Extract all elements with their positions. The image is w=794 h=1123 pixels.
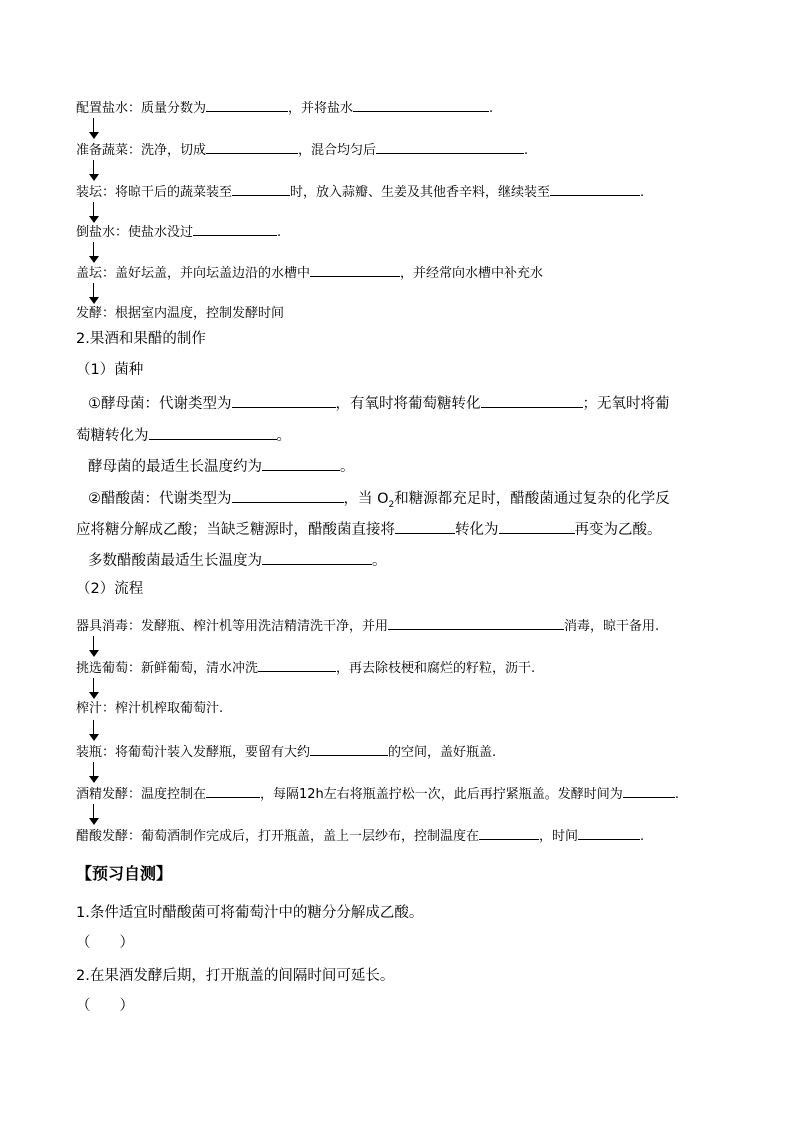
answer-bracket[interactable]: （ ） xyxy=(76,935,134,951)
salt-step-1: 配置盐水：质量分数为 ，并将盐水 . xyxy=(76,98,493,118)
answer-blank[interactable] xyxy=(310,263,400,277)
down-arrow-icon xyxy=(89,118,99,140)
answer-blank[interactable] xyxy=(550,182,640,196)
subsection-title: （1）菌种 xyxy=(76,362,144,378)
yeast-line-2: 萄糖转化为 。 xyxy=(76,428,291,444)
answer-blank[interactable] xyxy=(232,394,336,408)
down-arrow-icon xyxy=(89,202,99,224)
answer-blank[interactable] xyxy=(262,457,340,471)
aceto-line-1: ②醋酸菌：代谢类型为 ，当 $O_2$和糖源都充足时，醋酸菌通过复杂的化学反 xyxy=(88,491,670,510)
answer-blank[interactable] xyxy=(479,826,539,840)
salt-step-2: 准备蔬菜：洗净，切成 ，混合均匀后 . xyxy=(76,140,528,160)
flow-step-1: 器具消毒：发酵瓶、榨汁机等用洗洁精清洗干净，并用 消毒，晾干备用. xyxy=(76,616,659,636)
down-arrow-icon xyxy=(89,804,99,826)
answer-blank[interactable] xyxy=(206,784,260,798)
salt-step-4: 倒盐水：使盐水没过 . xyxy=(76,222,281,242)
yeast-line-1: ①酵母菌：代谢类型为 ，有氧时将葡萄糖转化 ；无氧时将葡 xyxy=(88,396,670,412)
aceto-temp: 多数醋酸菌最适生长温度为 。 xyxy=(88,553,387,569)
subsection-title: （2）流程 xyxy=(76,581,144,597)
answer-bracket[interactable]: （ ） xyxy=(76,998,134,1014)
answer-blank[interactable] xyxy=(258,658,336,672)
answer-blank[interactable] xyxy=(499,520,575,534)
answer-blank[interactable] xyxy=(149,426,277,440)
flow-step-5: 酒精发酵：温度控制在 ，每隔12h左右将瓶盖拧松一次，此后再拧紧瓶盖。发酵时间为 . xyxy=(76,784,679,804)
flow-step-4: 装瓶：将葡萄汁装入发酵瓶，要留有大约 的空间，盖好瓶盖. xyxy=(76,742,496,762)
answer-blank[interactable] xyxy=(578,826,640,840)
down-arrow-icon xyxy=(89,636,99,658)
answer-blank[interactable] xyxy=(232,489,344,503)
flow-step-3: 榨汁：榨汁机榨取葡萄汁. xyxy=(76,701,224,716)
answer-blank[interactable] xyxy=(395,520,455,534)
flow-step-6: 醋酸发酵：葡萄酒制作完成后，打开瓶盖，盖上一层纱布，控制温度在 ，时间 . xyxy=(76,826,644,846)
answer-blank[interactable] xyxy=(376,140,524,154)
flow-step-2: 挑选葡萄：新鲜葡萄，清水冲洗 ，再去除枝梗和腐烂的籽粒，沥干. xyxy=(76,658,535,678)
answer-blank[interactable] xyxy=(206,140,298,154)
salt-step-3: 装坛：将晾干后的蔬菜装至 时，放入蒜瓣、生姜及其他香辛料，继续装至 . xyxy=(76,182,644,202)
answer-blank[interactable] xyxy=(206,98,288,112)
down-arrow-icon xyxy=(89,762,99,784)
answer-blank[interactable] xyxy=(481,394,583,408)
down-arrow-icon xyxy=(89,678,99,700)
down-arrow-icon xyxy=(89,160,99,182)
section-title: 2.果酒和果醋的制作 xyxy=(76,331,206,347)
down-arrow-icon xyxy=(89,720,99,742)
answer-blank[interactable] xyxy=(232,182,290,196)
answer-blank[interactable] xyxy=(388,616,564,630)
question-1: 1.条件适宜时醋酸菌可将葡萄汁中的糖分分解成乙酸。 xyxy=(76,905,424,921)
answer-blank[interactable] xyxy=(623,784,675,798)
salt-step-6: 发酵：根据室内温度，控制发酵时间 xyxy=(76,306,285,321)
answer-blank[interactable] xyxy=(262,551,372,565)
down-arrow-icon xyxy=(89,242,99,264)
answer-blank[interactable] xyxy=(310,742,388,756)
answer-blank[interactable] xyxy=(193,222,277,236)
salt-step-5: 盖坛：盖好坛盖，并向坛盖边沿的水槽中 ，并经常向水槽中补充水 xyxy=(76,263,543,283)
yeast-temp: 酵母菌的最适生长温度约为 。 xyxy=(88,459,355,475)
down-arrow-icon xyxy=(89,283,99,305)
preview-title: 【预习自测】 xyxy=(76,864,173,883)
answer-blank[interactable] xyxy=(353,98,489,112)
question-2: 2.在果酒发酵后期，打开瓶盖的间隔时间可延长。 xyxy=(76,968,395,984)
aceto-line-2: 应将糖分解成乙酸；当缺乏糖源时，醋酸菌直接将 转化为 再变为乙酸。 xyxy=(76,522,662,538)
